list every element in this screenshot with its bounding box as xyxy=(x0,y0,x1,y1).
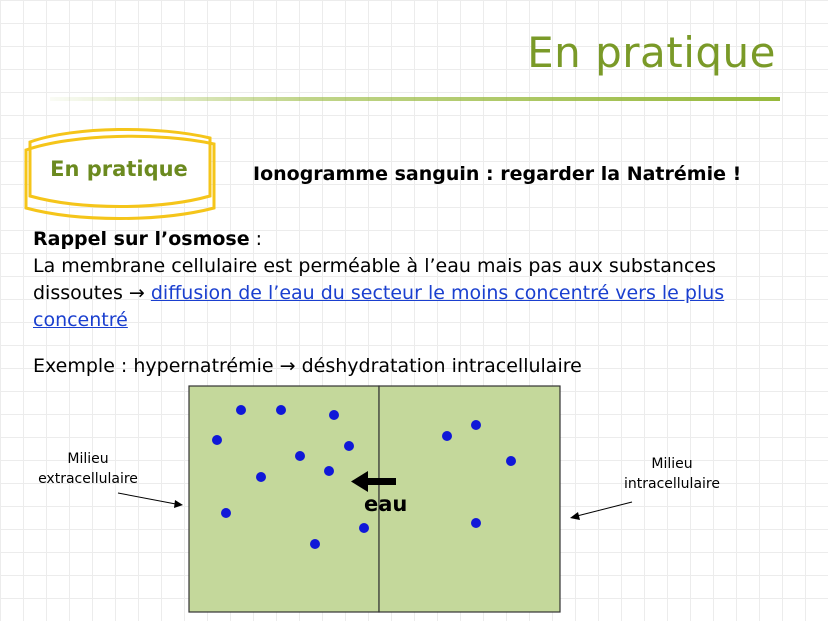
particle xyxy=(471,518,481,528)
water-label: eau xyxy=(364,492,408,516)
particle xyxy=(324,466,334,476)
particle xyxy=(295,451,305,461)
particle xyxy=(442,431,452,441)
left-pointer-arrow xyxy=(118,493,183,508)
particle xyxy=(329,410,339,420)
headline: Ionogramme sanguin : regarder la Natrémie ! xyxy=(253,163,742,185)
particle xyxy=(212,435,222,445)
slide-title: En pratique xyxy=(527,28,776,77)
particle xyxy=(276,405,286,415)
particle xyxy=(471,420,481,430)
particle xyxy=(344,441,354,451)
particle xyxy=(236,405,246,415)
osmosis-line-1: La membrane cellulaire est perméable à l’eau mais pas aux substances xyxy=(33,255,716,277)
example-lead: Exemple : hypernatrémie xyxy=(33,355,280,377)
particle xyxy=(221,508,231,518)
particle xyxy=(359,523,369,533)
particle xyxy=(256,472,266,482)
label-extracellular: Milieu extracellulaire xyxy=(38,451,138,487)
osmosis-heading: Rappel sur l’osmose : xyxy=(33,228,263,250)
example-tail: déshydratation intracellulaire xyxy=(295,355,582,377)
label-intracellular: Milieu intracellulaire xyxy=(624,456,720,492)
right-pointer-arrow xyxy=(570,502,632,520)
particle xyxy=(506,456,516,466)
badge-label: En pratique xyxy=(50,157,188,181)
arrow-glyph-2: → xyxy=(279,355,296,377)
arrow-glyph: → xyxy=(128,282,145,304)
particle xyxy=(310,539,320,549)
diffusion-link[interactable]: diffusion de l’eau du secteur le moins concentré vers le plus concentré xyxy=(33,282,725,331)
osmosis-line-2-lead: dissoutes xyxy=(33,282,129,304)
extracellular-compartment xyxy=(189,386,379,612)
